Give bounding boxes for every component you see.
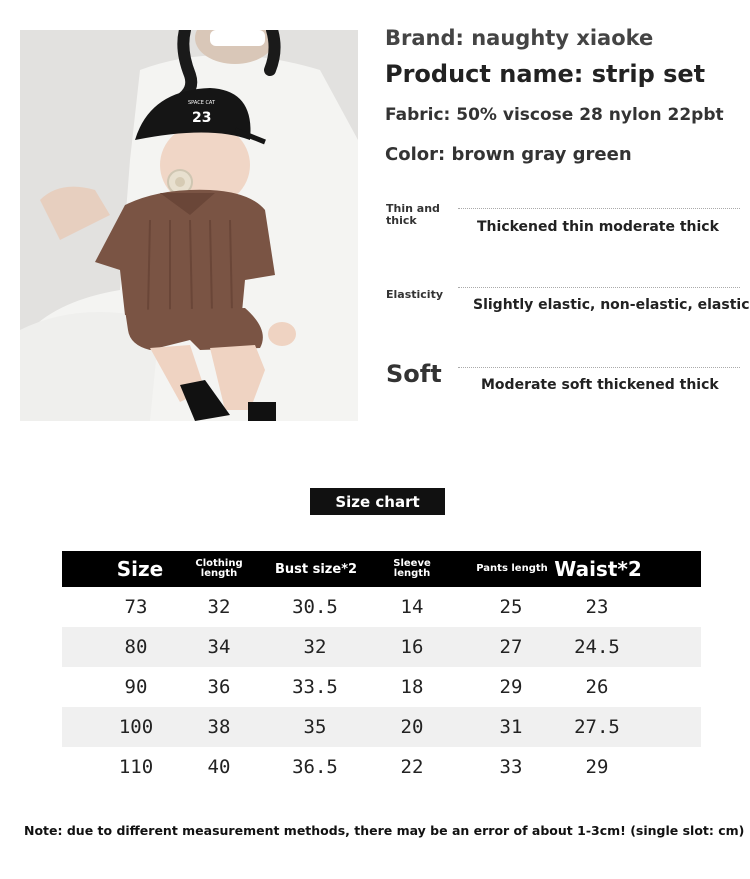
- size-chart-title: Size chart: [310, 488, 445, 515]
- cell-bust: 33.5: [292, 676, 338, 698]
- product-photo: [20, 30, 358, 421]
- header-sleeve-length: Sleeve length: [393, 558, 431, 579]
- header-bust-size: Bust size*2: [274, 561, 358, 577]
- cell-clothing-length: 32: [207, 596, 231, 618]
- header-size: Size: [116, 557, 164, 581]
- cell-sleeve: 22: [400, 756, 424, 778]
- cell-waist: 29: [585, 756, 609, 778]
- cell-pants: 27: [499, 636, 523, 658]
- cell-sleeve: 20: [400, 716, 424, 738]
- cell-waist: 24.5: [574, 636, 620, 658]
- header-clothing-length: Clothing length: [195, 558, 243, 579]
- attr-label-elasticity: Elasticity: [386, 288, 444, 301]
- table-row: [62, 627, 701, 667]
- product-name-line: Product name: strip set: [385, 60, 706, 88]
- attr-value-softness: Moderate soft thickened thick: [481, 377, 719, 393]
- cap-number: 23: [192, 110, 212, 126]
- cap-small-text: SPACE CAT: [188, 100, 216, 106]
- cell-clothing-length: 34: [207, 636, 231, 658]
- table-row: [62, 747, 701, 787]
- cell-pants: 31: [499, 716, 523, 738]
- cell-sleeve: 18: [400, 676, 424, 698]
- table-row: [62, 587, 701, 627]
- cell-bust: 36.5: [292, 756, 338, 778]
- size-table: [62, 551, 701, 787]
- cell-sleeve: 16: [400, 636, 424, 658]
- cell-clothing-length: 38: [207, 716, 231, 738]
- cell-clothing-length: 40: [207, 756, 231, 778]
- divider: [458, 287, 740, 288]
- header-pants-length: Pants length: [476, 563, 548, 574]
- cell-bust: 35: [303, 716, 327, 738]
- cell-size: 100: [118, 716, 154, 738]
- cell-clothing-length: 36: [207, 676, 231, 698]
- brand-line: Brand: naughty xiaoke: [385, 26, 654, 50]
- cell-bust: 30.5: [292, 596, 338, 618]
- cell-pants: 25: [499, 596, 523, 618]
- cell-sleeve: 14: [400, 596, 424, 618]
- table-row: [62, 707, 701, 747]
- cell-size: 80: [124, 636, 148, 658]
- attr-value-thickness: Thickened thin moderate thick: [477, 219, 719, 235]
- cell-pants: 29: [499, 676, 523, 698]
- cell-size: 73: [124, 596, 148, 618]
- divider: [458, 208, 740, 209]
- cell-size: 110: [118, 756, 154, 778]
- fabric-line: Fabric: 50% viscose 28 nylon 22pbt: [385, 105, 724, 125]
- table-header: [62, 551, 701, 587]
- cell-waist: 26: [585, 676, 609, 698]
- header-waist: Waist*2: [554, 557, 642, 581]
- cell-waist: 27.5: [574, 716, 620, 738]
- color-line: Color: brown gray green: [385, 144, 632, 165]
- table-row: [62, 667, 701, 707]
- attr-value-elasticity: Slightly elastic, non-elastic, elastic: [473, 297, 750, 313]
- cell-waist: 23: [585, 596, 609, 618]
- cell-pants: 33: [499, 756, 523, 778]
- attr-label-thickness: Thin and thick: [386, 202, 440, 227]
- divider: [458, 367, 740, 368]
- cell-size: 90: [124, 676, 148, 698]
- measurement-note: Note: due to different measurement methods, there may be an error of about 1-3cm! (single slot: cm): [24, 823, 745, 838]
- cell-bust: 32: [303, 636, 327, 658]
- attr-label-softness: Soft: [386, 360, 442, 388]
